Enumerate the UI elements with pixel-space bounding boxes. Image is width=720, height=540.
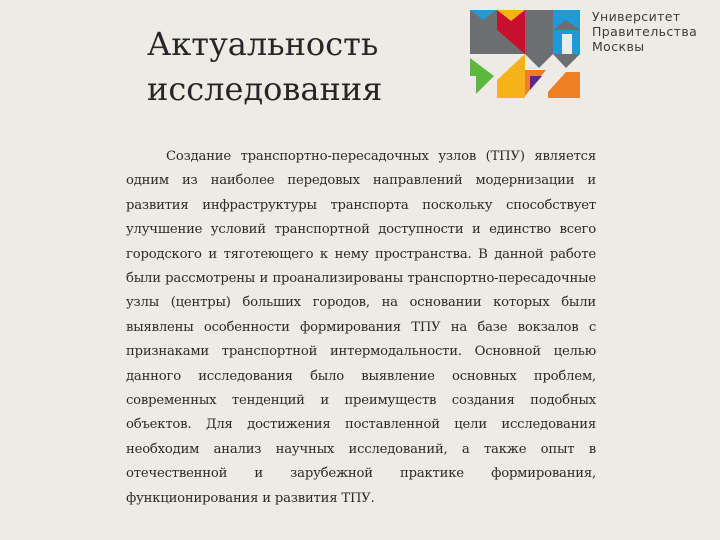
university-logo-icon [470, 10, 580, 98]
body-paragraph: Создание транспортно-пересадочных узлов (ТПУ) является одним из наиболее передовых направлений модернизации и развития инфраструктуры транспорта поскольку способствует улучшение условий транспортной доступности и единство всего городского и тяготеющего к нему пространства. В данной работе были рассмотрены и проанализированы транспортно-пересадочные узлы (центры) больших городов, на основании которых были выявлены особенности формирования ТПУ на базе вокзалов с признаками транспортной интермодальности. Основной целью данного исследования было выявление основных проблем, современных тенденций и преимуществ создания подобных объектов. Для достижения поставленной цели исследования необходим анализ научных исследований, а также опыт в отечественной и зарубежной практике формирования, функционирования и развития ТПУ. [126, 149, 596, 506]
university-name-line-2: Правительства [592, 24, 698, 39]
slide-title-line-2: исследования [147, 70, 383, 108]
university-name-line-1: Университет [592, 9, 681, 24]
university-name-line-3: Москвы [592, 39, 645, 54]
university-name [592, 9, 720, 54]
slide-title-line-1: Актуальность [147, 25, 379, 63]
slide-title [147, 22, 447, 112]
